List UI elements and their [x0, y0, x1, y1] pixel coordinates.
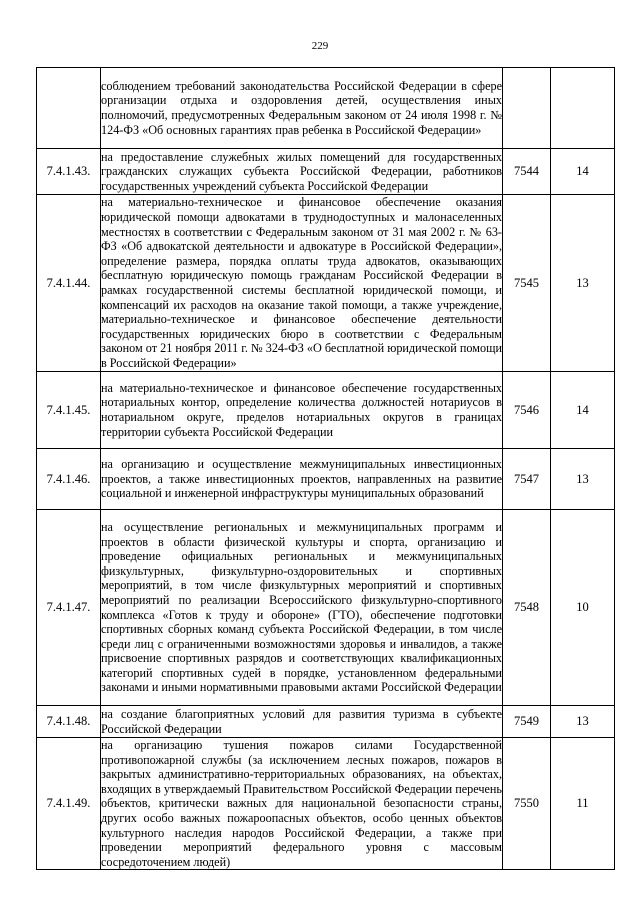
row-value: 13: [551, 195, 615, 372]
row-code: 7.4.1.46.: [37, 449, 101, 510]
row-code: 7.4.1.47.: [37, 510, 101, 706]
row-code-number: 7545: [503, 195, 551, 372]
row-description: на материально-техническое и финансовое обеспечение оказания юридической помощи адвокатами в труднодоступных и малонаселенных местностях в соответствии с Федеральным законом от 31 мая 2002 г. № 63-ФЗ «Об адвокатской деятельности и адвокатуре в Российской Федерации», определение размера, порядка оплаты труда адвокатов, оказывающих бесплатную юридическую помощь гражданам Российской Федерации в рамках государственной системы бесплатной юридической помощи, и компенсаций их расходов на оказание такой помощи, а также учреждение, материально-техническое и финансовое обеспечение деятельности государственных юридических бюро в соответствии с Федеральным законом от 21 ноября 2011 г. № 324-ФЗ «О бесплатной юридической помощи в Российской Федерации»: [101, 195, 502, 370]
row-code: 7.4.1.48.: [37, 706, 101, 738]
row-description: на организацию и осуществление межмуниципальных инвестиционных проектов, а также инвестиционных проектов, направленных на развитие социальной и инженерной инфраструктуры муниципальных образований: [101, 449, 503, 510]
row-value: 10: [551, 510, 615, 706]
table-row: [37, 738, 615, 870]
table-row: [37, 510, 615, 706]
table-row: [37, 68, 615, 149]
row-value: [551, 68, 615, 149]
budget-table: [36, 67, 615, 870]
row-code-number: 7548: [503, 510, 551, 706]
row-value: 13: [551, 449, 615, 510]
table-row: [37, 372, 615, 449]
row-code-number: [503, 68, 551, 149]
row-value: 14: [551, 372, 615, 449]
row-value: 11: [551, 738, 615, 870]
table-row: [37, 706, 615, 738]
table-row: [37, 449, 615, 510]
row-description: на материально-техническое и финансовое обеспечение государственных нотариальных контор, определение количества должностей нотариусов в нотариальном округе, пределов нотариальных округов в границах территории субъекта Российской Федерации: [101, 372, 503, 449]
row-description: на осуществление региональных и межмуниципальных программ и проектов в области физической культуры и спорта, организацию и проведение официальных региональных и межмуниципальных физкультурных, физкультурно-оздоровительных и спортивных мероприятий, в том числе физкультурных мероприятий и спортивных мероприятий по реализации Всероссийского физкультурно-спортивного комплекса «Готов к труду и обороне» (ГТО), обеспечение подготовки спортивных сборных команд субъекта Российской Федерации, в том числе среди лиц с ограниченными возможностями здоровья и инвалидов, а также присвоение спортивных разрядов и соответствующих квалификационных категорий спортивных судей в порядке, установленном федеральными законами и иными нормативными правовыми актами Российской Федерации: [101, 510, 503, 706]
row-code: 7.4.1.49.: [37, 738, 101, 870]
row-code-number: 7547: [503, 449, 551, 510]
row-code-number: 7550: [503, 738, 551, 870]
row-value: 14: [551, 149, 615, 195]
row-value: 13: [551, 706, 615, 738]
page-number: 229: [311, 40, 329, 52]
row-code: 7.4.1.44.: [37, 195, 101, 372]
row-code-number: 7546: [503, 372, 551, 449]
row-code-number: 7549: [503, 706, 551, 738]
row-code-number: 7544: [503, 149, 551, 195]
row-description: на организацию тушения пожаров силами Государственной противопожарной службы (за исключением лесных пожаров, пожаров в закрытых административно-территориальных образованиях, на объектах, входящих в утверждаемый Правительством Российской Федерации перечень объектов, критически важных для национальной безопасности страны, других особо важных пожароопасных объектов, особо ценных объектов культурного наследия народов Российской Федерации, а также при проведении мероприятий федерального уровня с массовым сосредоточением людей): [101, 738, 502, 869]
table-row: [37, 149, 615, 195]
row-code: 7.4.1.45.: [37, 372, 101, 449]
table-row: [37, 195, 615, 372]
row-code: [37, 68, 101, 149]
row-description: соблюдением требований законодательства Российской Федерации в сфере организации отдыха и оздоровления детей, осуществления иных полномочий, предусмотренных Федеральным законом от 24 июля 1998 г. № 124-ФЗ «Об основных гарантиях прав ребенка в Российской Федерации»: [101, 68, 503, 149]
row-description: на предоставление служебных жилых помещений для государственных гражданских служащих субъекта Российской Федерации, работников государственных учреждений субъекта Российской Федерации: [101, 149, 502, 193]
row-code: 7.4.1.43.: [37, 149, 101, 195]
row-description: на создание благоприятных условий для развития туризма в субъекте Российской Федерации: [101, 706, 502, 736]
